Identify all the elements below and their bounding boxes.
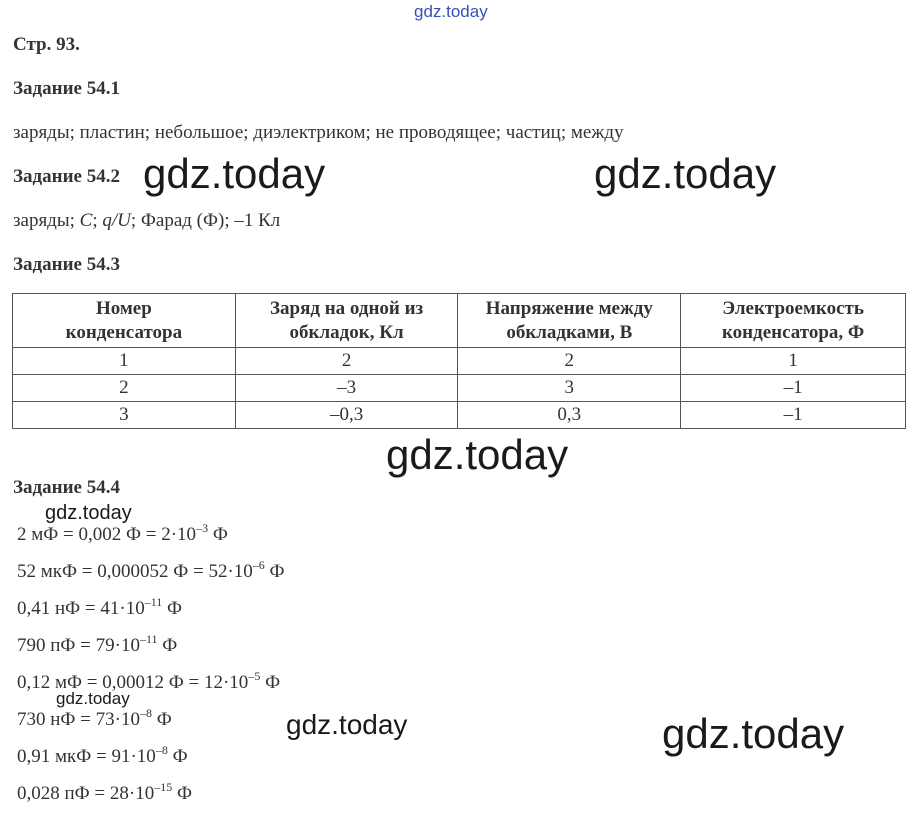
conversion-line [17, 595, 183, 620]
conversion-text: 0,41 нФ = 41·10 [17, 598, 145, 619]
conversion-line [17, 558, 285, 583]
table-cell: 1 [13, 348, 236, 375]
watermark-big-bottom: gdz.today [662, 710, 845, 757]
task-54-4-heading: Задание 54.4 [13, 477, 120, 498]
conversion-unit: Ф [157, 635, 178, 656]
conversion-line [17, 669, 281, 694]
task-54-2-sep: ; [92, 210, 103, 231]
capacitance-formula: q/U [102, 210, 131, 231]
watermark-top: gdz.today [414, 2, 488, 21]
conversion-exponent: –3 [196, 521, 209, 535]
header-line: Напряжение между [485, 297, 653, 319]
watermark-mid: gdz.today [286, 709, 408, 740]
conversion-line [17, 521, 228, 546]
table-cell: 2 [13, 375, 236, 402]
table-cell: –1 [681, 402, 906, 429]
header-line: обкладок, Кл [289, 321, 404, 343]
conversion-exponent: –8 [155, 743, 168, 757]
conversion-text: 730 нФ = 73·10 [17, 709, 140, 730]
conversion-text: 0,028 пФ = 28·10 [17, 783, 155, 804]
watermark-small-1: gdz.today [45, 502, 132, 524]
conversion-exponent: –15 [154, 780, 173, 794]
table-header-cell [681, 294, 906, 348]
conversion-text: 2 мФ = 0,002 Ф = 2·10 [17, 524, 197, 545]
conversion-unit: Ф [172, 783, 192, 804]
conversion-text: 790 пФ = 79·10 [17, 635, 140, 656]
table-cell: 2 [235, 348, 458, 375]
header-line: Номер [95, 297, 152, 319]
task-54-2-prefix: заряды; [13, 210, 80, 231]
conversion-exponent: –6 [252, 558, 265, 572]
task-54-1-text: заряды; пластин; небольшое; диэлектриком; не проводящее; частиц; между [13, 122, 624, 143]
page-label: Стр. 93. [13, 34, 80, 55]
table-cell: –0,3 [235, 402, 458, 429]
table-cell: 2 [458, 348, 681, 375]
conversion-exponent: –11 [144, 595, 163, 609]
table-cell: 1 [681, 348, 906, 375]
header-line: Электроемкость [722, 297, 864, 319]
table-cell: 3 [458, 375, 681, 402]
table-cell: 0,3 [458, 402, 681, 429]
conversion-unit: Ф [151, 709, 172, 730]
conversion-unit: Ф [162, 598, 183, 619]
table-row [13, 402, 906, 429]
conversion-text: 0,12 мФ = 0,00012 Ф = 12·10 [17, 672, 249, 693]
conversion-exponent: –5 [248, 669, 261, 683]
header-line: Заряд на одной из [269, 297, 424, 319]
conversion-unit: Ф [167, 746, 188, 767]
conversion-text: 52 мкФ = 0,000052 Ф = 52·10 [17, 561, 253, 582]
table-cell: –1 [681, 375, 906, 402]
header-line: обкладками, В [506, 321, 633, 343]
table-row [13, 375, 906, 402]
task-54-2-heading: Задание 54.2 [13, 166, 120, 187]
watermark-big-left: gdz.today [143, 150, 326, 197]
conversion-exponent: –8 [139, 706, 152, 720]
conversion-text: 0,91 мкФ = 91·10 [17, 746, 156, 767]
conversion-unit: Ф [264, 561, 285, 582]
conversion-line [17, 743, 188, 768]
header-line: конденсатора [65, 321, 183, 343]
task-54-3-heading: Задание 54.3 [13, 254, 120, 275]
watermark-small-2: gdz.today [56, 689, 130, 708]
watermark-big-right: gdz.today [594, 150, 777, 197]
task-54-1-heading: Задание 54.1 [13, 78, 120, 99]
conversion-line [17, 632, 178, 657]
watermark-big-center: gdz.today [386, 431, 569, 478]
conversion-line [17, 706, 172, 731]
table-cell: –3 [235, 375, 458, 402]
conversion-unit: Ф [208, 524, 228, 545]
table-header-row [13, 294, 906, 348]
conversion-exponent: –11 [139, 632, 158, 646]
table-header-cell [458, 294, 681, 348]
table-header-cell [13, 294, 236, 348]
table-row [13, 348, 906, 375]
table-cell: 3 [13, 402, 236, 429]
header-line: конденсатора, Ф [721, 321, 865, 343]
conversion-line [17, 780, 192, 805]
conversion-unit: Ф [260, 672, 281, 693]
task-54-2-suffix: ; Фарад (Ф); –1 Кл [130, 210, 281, 231]
table-header-cell [235, 294, 458, 348]
capacitance-symbol: C [79, 210, 93, 231]
capacitor-table [12, 293, 906, 429]
task-54-2-text [13, 210, 280, 232]
